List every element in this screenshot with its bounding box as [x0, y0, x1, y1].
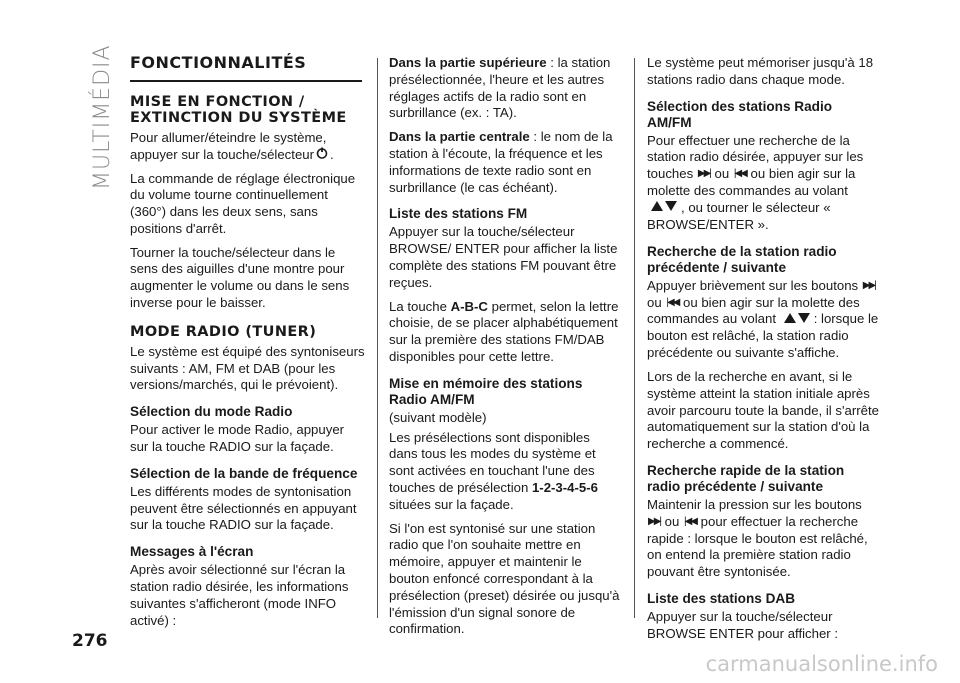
- text: ou bien agir sur la molette des commandes au volant: [647, 166, 856, 199]
- seek-prev-icon: |◀◀: [733, 168, 746, 180]
- paragraph-prev-next: [647, 278, 879, 362]
- preset-keys-label: 1-2-3-4-5-6: [531, 479, 598, 495]
- text: ou: [664, 513, 680, 529]
- text: La touche: [389, 298, 451, 314]
- paragraph-memory-note: (suivant modèle): [389, 409, 487, 425]
- seek-prev-icon: |◀◀: [684, 515, 696, 527]
- paragraph-memory-1: [389, 430, 622, 514]
- abc-key-label: A-B-C: [450, 298, 488, 314]
- section-side-label: MULTIMÉDIA: [90, 44, 115, 190]
- paragraph-power-2: La commande de réglage électronique du volume tourne continuellement (360°) dans les deux sens, sans positions d'arrêt.: [130, 170, 356, 236]
- paragraph-top-part: [389, 55, 622, 122]
- seek-next-icon: ▶▶|: [697, 168, 710, 180]
- paragraph-intro: Le système peut mémoriser jusqu'à 18 stations radio dans chaque mode.: [647, 55, 874, 87]
- column-2: [389, 55, 622, 645]
- text: Les présélections sont disponibles dans tous les modes du système et sont activées en touchant l'une des touches de présélection: [389, 429, 596, 495]
- text: , ou tourner le sélecteur « BROWSE/ENTER ».: [647, 199, 831, 232]
- text: Maintenir la pression sur les boutons: [647, 496, 862, 512]
- steering-wheel-arrows-icon: [782, 312, 812, 329]
- heading-prev-next: Recherche de la station radio précédente / suivante: [647, 243, 837, 275]
- heading-power: MISE EN FONCTION / EXTINCTION DU SYSTÈME: [130, 93, 347, 126]
- paragraph-prev-next-2: Lors de la recherche en avant, si le système atteint la station initiale après avoir parcouru toute la bande, il s'arrête automatiquement sur la station d'où la recherche a commencé.: [647, 368, 879, 452]
- column-1: [130, 55, 366, 636]
- seek-prev-icon: |◀◀: [666, 296, 679, 308]
- heading-select-am-fm: Sélection des stations Radio AM/FM: [647, 98, 833, 130]
- inline-heading: Dans la partie supérieure: [389, 55, 547, 70]
- paragraph-memory-2: Si l'on est syntonisé sur une station radio que l'on souhaite mettre en mémoire, appuyer et maintenir le bouton enfoncé correspondant à la présélection (preset) désirée ou jusqu'à l'émission d'un signal sonore de confirmation.: [389, 520, 620, 637]
- text: ou bien agir sur la molette des commandes au volant: [647, 294, 860, 327]
- heading-dab-list: Liste des stations DAB: [647, 590, 796, 606]
- paragraph-select: [647, 133, 879, 234]
- paragraph-abc: [389, 299, 622, 366]
- seek-next-icon: ▶▶|: [862, 279, 875, 291]
- inline-heading: Dans la partie centrale: [389, 129, 530, 145]
- paragraph-band: Les différents modes de syntonisation peuvent être sélectionnés en appuyant sur la touche RADIO sur la façade.: [130, 483, 357, 533]
- paragraph-select-mode: Pour activer le mode Radio, appuyer sur la touche RADIO sur la façade.: [130, 422, 345, 455]
- text: permet, selon la lettre choisie, de se placer alphabétiquement sur la première des stations FM/DAB disponibles pour cette lettre.: [389, 298, 619, 364]
- heading-band: Sélection de la bande de fréquence: [130, 465, 358, 481]
- paragraph-fast-search: [647, 497, 879, 581]
- text: ou: [714, 166, 730, 182]
- paragraph-radio: Le système est équipé des syntoniseurs suivants : AM, FM et DAB (pour les versions/marchés, qui le prévoient).: [130, 343, 365, 393]
- paragraph-fm-list: Appuyer sur la touche/sélecteur BROWSE/ ENTER pour afficher la liste complète des stations FM pouvant être reçues.: [389, 224, 618, 290]
- page-number: 276: [72, 631, 108, 651]
- heading-fast-search: Recherche rapide de la station radio précédente / suivante: [647, 462, 845, 494]
- column-divider: [634, 58, 635, 618]
- paragraph-dab-list: Appuyer sur la touche/sélecteur BROWSE ENTER pour afficher :: [647, 608, 839, 641]
- column-divider: [377, 58, 378, 618]
- steering-wheel-arrows-icon: [649, 200, 679, 217]
- heading-memory: Mise en mémoire des stations Radio AM/FM: [389, 375, 583, 407]
- heading-fm-list: Liste des stations FM: [389, 206, 528, 222]
- text: Appuyer brièvement sur les boutons: [647, 277, 859, 293]
- text: pour effectuer la recherche rapide : lorsque le bouton est relâché, on entend la première station radio pouvant être syntonisée.: [647, 513, 868, 580]
- watermark: carmanualsonline.info: [705, 652, 938, 676]
- text: Pour allumer/éteindre le système, appuyer sur la touche/sélecteur: [130, 129, 327, 162]
- text: : le nom de la station à l'écoute, la fréquence et les informations de texte radio sont en surbrillance (le cas échéant).: [389, 129, 613, 195]
- text: : la station présélectionnée, l'heure et les autres réglages actifs de la radio sont en surbrillance (ex. : TA).: [389, 55, 611, 121]
- text: ou: [647, 294, 662, 310]
- heading-messages: Messages à l'écran: [130, 544, 254, 560]
- power-knob-icon: [316, 147, 328, 164]
- paragraph-center-part: [389, 129, 622, 196]
- paragraph-power-1: [130, 130, 366, 164]
- text: .: [330, 146, 334, 162]
- heading-radio-mode: MODE RADIO (TUNER): [130, 323, 317, 340]
- seek-next-icon: ▶▶|: [648, 515, 660, 527]
- paragraph-messages: Après avoir sélectionné sur l'écran la station radio désirée, les informations suivantes s'afficheront (mode INFO activé) :: [130, 562, 349, 628]
- paragraph-power-3: Tourner la touche/sélecteur dans le sens des aiguilles d'une montre pour augmenter le volume ou dans le sens inverse pour le baisser.: [130, 244, 350, 311]
- page-title: FONCTIONNALITÉS: [130, 55, 362, 82]
- heading-select-mode: Sélection du mode Radio: [130, 404, 293, 420]
- text: : lorsque le bouton est relâché, la station radio précédente ou suivante s'affiche.: [647, 311, 879, 361]
- column-3: [647, 55, 879, 650]
- text: Pour effectuer une recherche de la station radio désirée, appuyer sur les touches: [647, 132, 864, 182]
- text: situées sur la façade.: [389, 496, 514, 512]
